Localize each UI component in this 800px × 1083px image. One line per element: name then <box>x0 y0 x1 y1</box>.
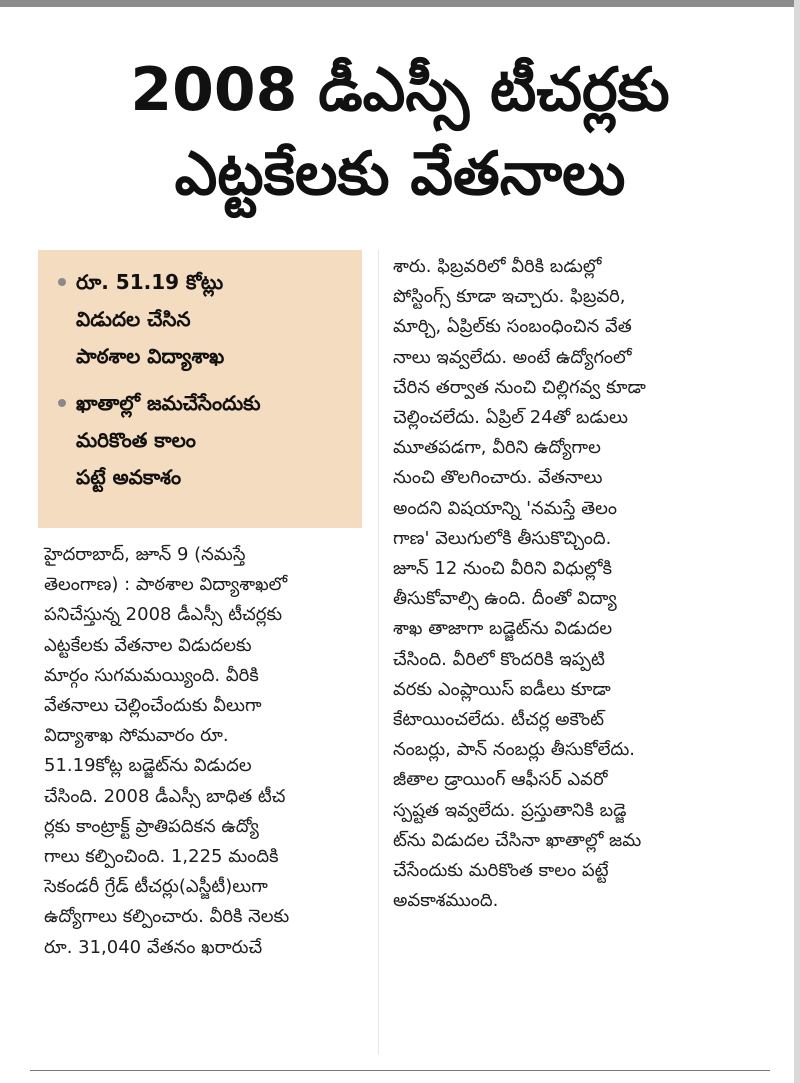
body-column-right <box>393 252 763 916</box>
body-text-line: సెకండరీ గ్రేడ్ టీచర్లు(ఎస్జీటీ)లుగా <box>44 876 268 898</box>
body-text-line: జీతాల డ్రాయింగ్ ఆఫీసర్ ఎవరో <box>393 769 608 791</box>
right-edge-shadow <box>794 0 800 1083</box>
body-text-line: నంబర్లు, పాన్ నంబర్లు తీసుకోలేదు. <box>393 739 636 761</box>
body-text-line: తెలంగాణ) : పాఠశాల విద్యాశాఖలో <box>44 574 288 596</box>
bottom-rule <box>30 1070 770 1071</box>
headline-line-1: 2008 డీఎస్సీ టీచర్లకు <box>130 55 670 125</box>
body-text-line: ర్లకు కాంట్రాక్ట్ ప్రాతిపదికన ఉద్యో <box>44 815 259 837</box>
body-text-line: ఎట్టకేలకు వేతనాల విడుదలకు <box>44 634 252 656</box>
body-text-line: కేటాయించలేదు. టీచర్ల అకౌంట్ <box>393 709 605 731</box>
body-text-line: విద్యాశాఖ సోమవారం రూ. <box>44 725 229 747</box>
bullet-icon <box>58 278 66 286</box>
highlight-item <box>58 264 350 375</box>
headline <box>40 48 760 216</box>
body-text-line: మార్చి, ఏప్రిల్‌కు సంబంధించిన వేత <box>393 316 632 338</box>
body-text-line: పోస్టింగ్స్ కూడా ఇచ్చారు. ఫిబ్రవరి, <box>393 286 626 308</box>
bullet-icon <box>58 399 66 407</box>
body-text-line: నాలు ఇవ్వలేదు. అంటే ఉద్యోగంలో <box>393 346 632 368</box>
headline-line-2: ఎట్టకేలకు వేతనాలు <box>174 139 626 209</box>
body-text-line: వేతనాలు చెల్లించేందుకు వీలుగా <box>44 695 262 717</box>
highlight-line: మరికొంత కాలం <box>76 428 196 452</box>
body-text-line: ఉద్యోగాలు కల్పించారు. వీరికి నెలకు <box>44 906 290 928</box>
highlight-line: పట్టే అవకాశం <box>76 465 182 489</box>
highlight-item <box>58 385 350 496</box>
body-text-line: తీసుకోవాల్సి ఉంది. దీంతో విద్యా <box>393 588 617 610</box>
body-text-line: చేసింది. వీరిలో కొందరికి ఇప్పటి <box>393 648 605 670</box>
body-text-line: శారు. ఫిబ్రవరిలో వీరికి బడుల్లో <box>393 256 602 277</box>
body-text-line: మూతపడగా, వీరిని ఉద్యోగాల <box>393 437 601 459</box>
highlight-line: రూ. 51.19 కోట్లు <box>76 270 224 294</box>
body-text-line: గాణ' వెలుగులోకి తీసుకొచ్చింది. <box>393 527 612 549</box>
body-text-line: శాఖ తాజాగా బడ్జెట్‌ను విడుదల <box>393 618 613 640</box>
body-text-line: స్పష్టత ఇవ్వలేదు. ప్రస్తుతానికి బడ్జె <box>393 799 627 821</box>
body-column-left <box>44 540 366 963</box>
body-text-line: చెల్లించలేదు. ఏప్రిల్ 24తో బడులు <box>393 407 628 429</box>
highlight-text <box>76 385 261 496</box>
body-text-line: పనిచేస్తున్న 2008 డీఎస్సీ టీచర్లకు <box>44 604 283 626</box>
body-text-line: ట్‌ను విడుదల చేసినా ఖాతాల్లో జమ <box>393 829 642 851</box>
body-text-line: చేసింది. 2008 డీఎస్సీ బాధిత టీచ <box>44 785 286 807</box>
body-text-line: గాలు కల్పించింది. 1,225 మందికి <box>44 846 279 868</box>
highlight-box <box>38 250 362 528</box>
highlight-line: విడుదల చేసిన <box>76 307 191 331</box>
column-divider <box>378 250 379 1055</box>
body-text-line: అవకాశముంది. <box>393 890 499 912</box>
highlight-text <box>76 264 224 375</box>
body-text-line: జూన్ 12 నుంచి వీరిని విధుల్లోకి <box>393 558 613 580</box>
body-text-line: వరకు ఎంప్లాయిస్ ఐడీలు కూడా <box>393 678 611 700</box>
body-text-line: చేరిన తర్వాత నుంచి చిల్లిగవ్వ కూడా <box>393 376 646 398</box>
body-text-line: హైదరాబాద్, జూన్ 9 (నమస్తే <box>44 544 246 565</box>
body-text-line: మార్గం సుగమమయ్యింది. వీరికి <box>44 664 259 686</box>
body-text-line: చేసేందుకు మరికొంత కాలం పట్టే <box>393 860 609 882</box>
body-text-line: రూ. 31,040 వేతనం ఖరారుచే <box>44 936 263 958</box>
body-text-line: నుంచి తొలగించారు. వేతనాలు <box>393 467 603 489</box>
top-border-rule <box>0 0 800 7</box>
highlight-line: పాఠశాల విద్యాశాఖ <box>76 344 225 368</box>
highlight-line: ఖాతాల్లో జమచేసేందుకు <box>76 391 261 415</box>
body-text-line: 51.19కోట్ల బడ్జెట్‌ను విడుదల <box>44 755 252 777</box>
body-text-line: అందని విషయాన్ని 'నమస్తే తెలం <box>393 497 617 519</box>
